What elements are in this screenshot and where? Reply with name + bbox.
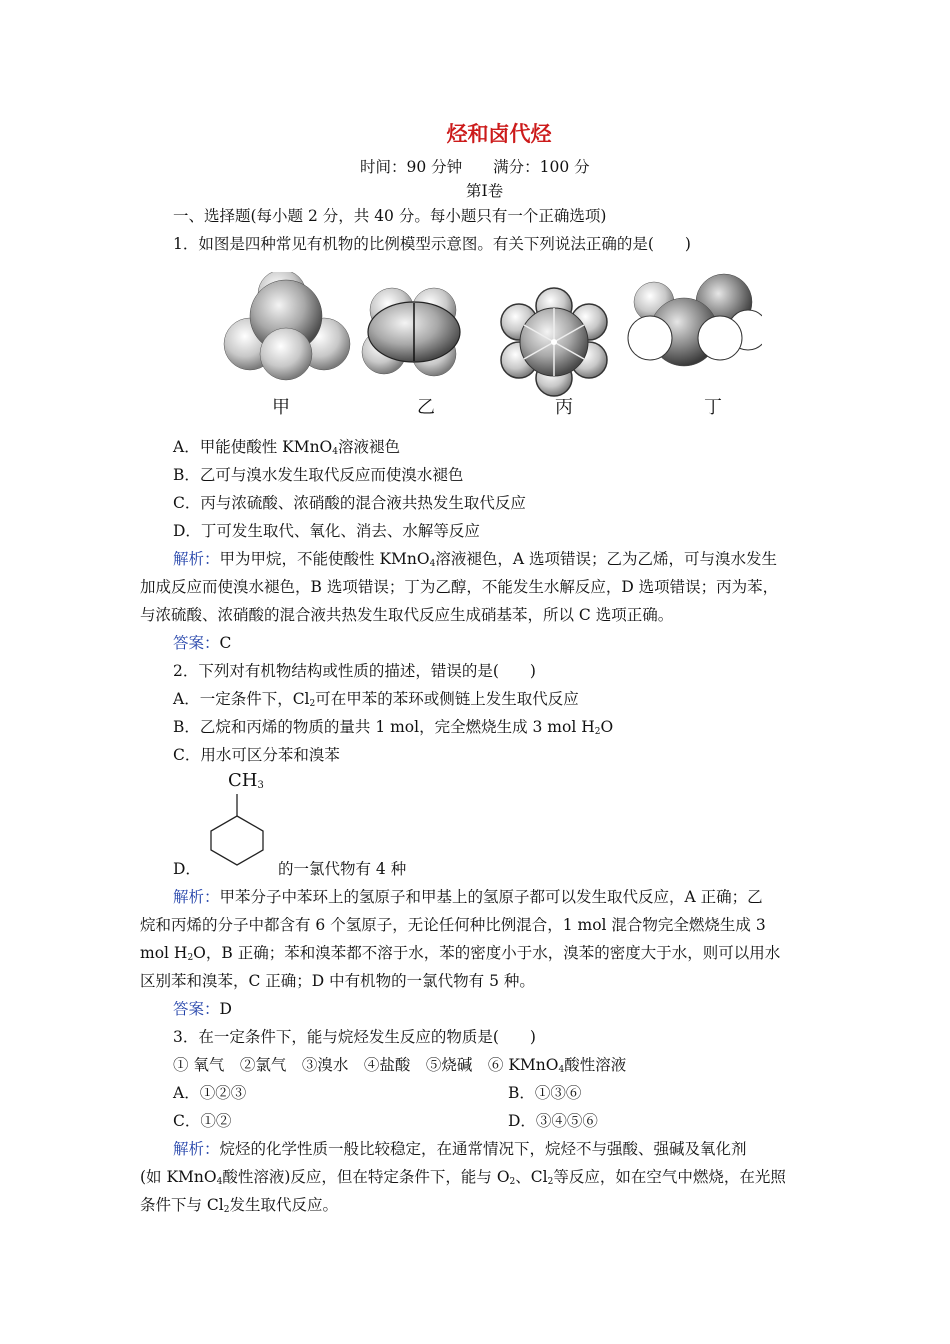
q2-option-b: B．乙烷和丙烯的物质的量共 1 mol，完全燃烧生成 3 mol $H_2O$ <box>173 718 614 737</box>
explanation-label: 解析： <box>173 888 220 906</box>
q1-option-b: B．乙可与溴水发生取代反应而使溴水褪色 <box>173 466 464 484</box>
q1-explanation-line3: 与浓硫酸、浓硝酸的混合液共热发生取代反应生成硝基苯，所以 C 选项正确。 <box>140 606 674 624</box>
exam-time: 时间：90 分钟 <box>360 158 463 176</box>
label-yi: 乙 <box>417 397 435 418</box>
answer-label: 答案： <box>173 634 220 652</box>
molecule-models-figure <box>222 272 762 400</box>
q2-explanation-line4: 区别苯和溴苯，C 正确；D 中有机物的一氯代物有 5 种。 <box>140 972 535 990</box>
exam-score: 满分：100 分 <box>493 158 590 176</box>
q2-option-d: 的一氯代物有 4 种 <box>278 860 407 878</box>
label-jia: 甲 <box>272 397 290 418</box>
q3-explanation-line2: (如 KMnO$_4$酸性溶液)反应，但在特定条件下，能与 $O_2$、$Cl_2$等反应，如在空气中燃烧，在光照 <box>140 1168 786 1187</box>
q1-stem: 1．如图是四种常见有机物的比例模型示意图。有关下列说法正确的是( ) <box>173 235 691 253</box>
q3-option-d: D．③④⑤⑥ <box>508 1112 598 1130</box>
methane-model <box>224 272 350 380</box>
q2-stem: 2．下列对有机物结构或性质的描述，错误的是( ) <box>173 662 536 680</box>
section-heading: 一、选择题(每小题 2 分，共 40 分。每小题只有一个正确选项) <box>173 207 607 225</box>
q3-substances: ① 氧气 ②氯气 ③溴水 ④盐酸 ⑤烧碱 ⑥ KMnO$_4$酸性溶液 <box>173 1056 627 1075</box>
q2-explanation-line2: 烷和丙烯的分子中都含有 6 个氢原子，无论任何种比例混合，1 mol 混合物完全燃烧生成 3 <box>140 916 766 934</box>
label-ding: 丁 <box>704 397 722 418</box>
exam-meta <box>360 157 590 177</box>
explanation-label: 解析： <box>173 1140 220 1158</box>
q3-option-b: B．①③⑥ <box>508 1084 582 1102</box>
methylcyclohexane-structure <box>200 790 274 868</box>
q1-option-c: C．丙与浓硫酸、浓硝酸的混合液共热发生取代反应 <box>173 494 526 512</box>
q3-stem: 3．在一定条件下，能与烷烃发生反应的物质是( ) <box>173 1028 536 1046</box>
q3-option-a: A．①②③ <box>173 1084 247 1102</box>
q2-explanation-line3: mol $H_2O$，B 正确；苯和溴苯都不溶于水，苯的密度小于水，溴苯的密度大于水，则可以用水 <box>140 944 781 963</box>
q1-option-a: A．甲能使酸性 KMnO$_4$溶液褪色 <box>173 438 401 457</box>
q3-explanation-line3: 条件下与 $Cl_2$发生取代反应。 <box>140 1196 338 1215</box>
page-title: 烃和卤代烃 <box>446 121 552 146</box>
q1-explanation-line2: 加成反应而使溴水褪色，B 选项错误；丁为乙醇，不能发生水解反应，D 选项错误；丙为苯， <box>140 578 779 596</box>
answer-label: 答案： <box>173 1000 220 1018</box>
q2-answer: 答案：D <box>173 1000 232 1018</box>
q3-option-c: C．①② <box>173 1112 232 1130</box>
explanation-label: 解析： <box>173 550 220 568</box>
methyl-group-label: $CH_3$ <box>228 770 264 791</box>
q1-answer: 答案：C <box>173 634 232 652</box>
ethylene-model <box>362 288 460 376</box>
label-bing: 丙 <box>555 397 573 418</box>
ethanol-model <box>628 274 762 366</box>
q2-explanation-line1: 解析：甲苯分子中苯环上的氢原子和甲基上的氢原子都可以发生取代反应，A 正确；乙 <box>173 888 763 906</box>
q2-option-d-prefix: D． <box>173 860 201 878</box>
benzene-model <box>501 288 607 396</box>
q1-explanation-line1: 解析：甲为甲烷，不能使酸性 KMnO$_4$溶液褪色，A 选项错误；乙为乙烯，可与溴水发生 <box>173 550 777 569</box>
q2-option-c: C．用水可区分苯和溴苯 <box>173 746 340 764</box>
q3-explanation-line1: 解析：烷烃的化学性质一般比较稳定，在通常情况下，烷烃不与强酸、强碱及氧化剂 <box>173 1140 747 1158</box>
volume-label: 第Ⅰ卷 <box>466 182 504 200</box>
q2-option-a: A．一定条件下，$Cl_2$可在甲苯的苯环或侧链上发生取代反应 <box>173 690 579 709</box>
q1-option-d: D．丁可发生取代、氧化、消去、水解等反应 <box>173 522 480 540</box>
